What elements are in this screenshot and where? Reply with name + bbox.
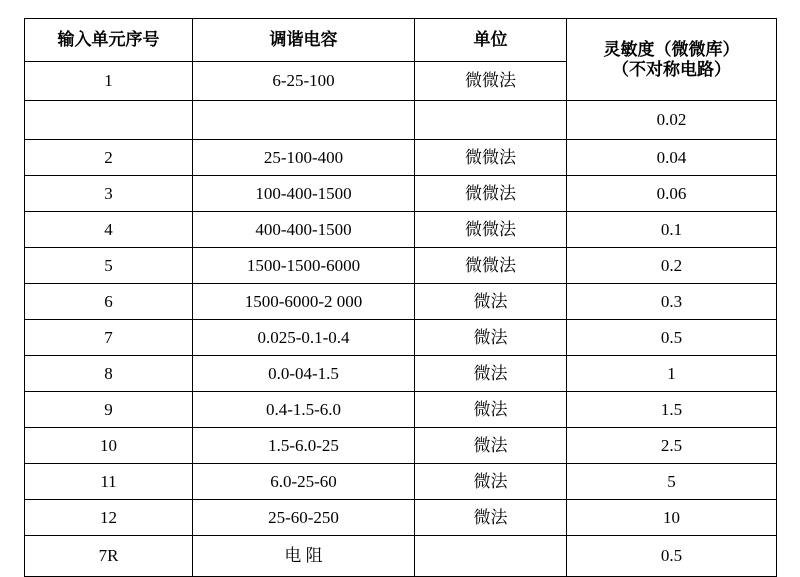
cell-index: 12 [25,500,193,536]
cell-capacitance: 25-60-250 [193,500,415,536]
table-row [25,284,777,320]
cell-index: 5 [25,248,193,284]
table-row [25,392,777,428]
cell-index: 4 [25,212,193,248]
cell-index-spacer [25,101,193,140]
table-row [25,176,777,212]
table-row-sensitivity-first [25,101,777,140]
cell-sensitivity: 0.1 [567,212,777,248]
cell-index: 7R [25,536,193,577]
cell-unit: 微法 [415,356,567,392]
cell-capacitance: 6-25-100 [193,62,415,101]
cell-sensitivity: 0.3 [567,284,777,320]
cell-unit: 微法 [415,428,567,464]
cell-sensitivity: 10 [567,500,777,536]
cell-index: 7 [25,320,193,356]
cell-capacitance: 1.5-6.0-25 [193,428,415,464]
cell-index: 11 [25,464,193,500]
cell-capacitance: 400-400-1500 [193,212,415,248]
cell-unit: 微法 [415,464,567,500]
header-sensitivity-line2: （不对称电路） [612,59,731,79]
cell-index: 3 [25,176,193,212]
table-row [25,248,777,284]
table-header-row [25,19,777,62]
table-row [25,320,777,356]
cell-capacitance-spacer [193,101,415,140]
cell-index: 6 [25,284,193,320]
cell-unit: 微微法 [415,176,567,212]
cell-unit: 微法 [415,320,567,356]
cell-capacitance: 25-100-400 [193,140,415,176]
cell-sensitivity: 5 [567,464,777,500]
cell-sensitivity: 2.5 [567,428,777,464]
cell-unit: 微法 [415,284,567,320]
cell-sensitivity: 0.5 [567,536,777,577]
cell-unit: 微微法 [415,212,567,248]
header-sensitivity-line1: 灵敏度（微微库） [603,39,740,59]
cell-sensitivity: 0.06 [567,176,777,212]
header-cell-sensitivity [567,19,777,101]
cell-index: 1 [25,62,193,101]
cell-unit: 微法 [415,392,567,428]
table-row [25,140,777,176]
cell-capacitance: 100-400-1500 [193,176,415,212]
cell-sensitivity: 0.02 [567,101,777,140]
cell-unit-spacer [415,101,567,140]
specifications-table [24,18,777,577]
table-row [25,356,777,392]
cell-sensitivity: 0.5 [567,320,777,356]
cell-capacitance: 0.025-0.1-0.4 [193,320,415,356]
cell-unit: 微微法 [415,248,567,284]
cell-unit: 微微法 [415,62,567,101]
cell-capacitance: 电 阻 [193,536,415,577]
table-row [25,212,777,248]
table-container [24,18,776,577]
cell-unit: 微法 [415,500,567,536]
table-row [25,536,777,577]
cell-sensitivity: 1.5 [567,392,777,428]
table-row [25,428,777,464]
header-cell-unit: 单位 [415,19,567,62]
cell-capacitance: 0.4-1.5-6.0 [193,392,415,428]
cell-capacitance: 1500-6000-2 000 [193,284,415,320]
cell-index: 9 [25,392,193,428]
table-row [25,464,777,500]
cell-index: 2 [25,140,193,176]
cell-sensitivity: 1 [567,356,777,392]
header-cell-index: 输入单元序号 [25,19,193,62]
cell-index: 10 [25,428,193,464]
header-cell-capacitance: 调谐电容 [193,19,415,62]
cell-capacitance: 1500-1500-6000 [193,248,415,284]
cell-index: 8 [25,356,193,392]
table-row [25,500,777,536]
cell-capacitance: 6.0-25-60 [193,464,415,500]
cell-capacitance: 0.0-04-1.5 [193,356,415,392]
cell-sensitivity: 0.2 [567,248,777,284]
cell-sensitivity: 0.04 [567,140,777,176]
cell-unit [415,536,567,577]
cell-unit: 微微法 [415,140,567,176]
